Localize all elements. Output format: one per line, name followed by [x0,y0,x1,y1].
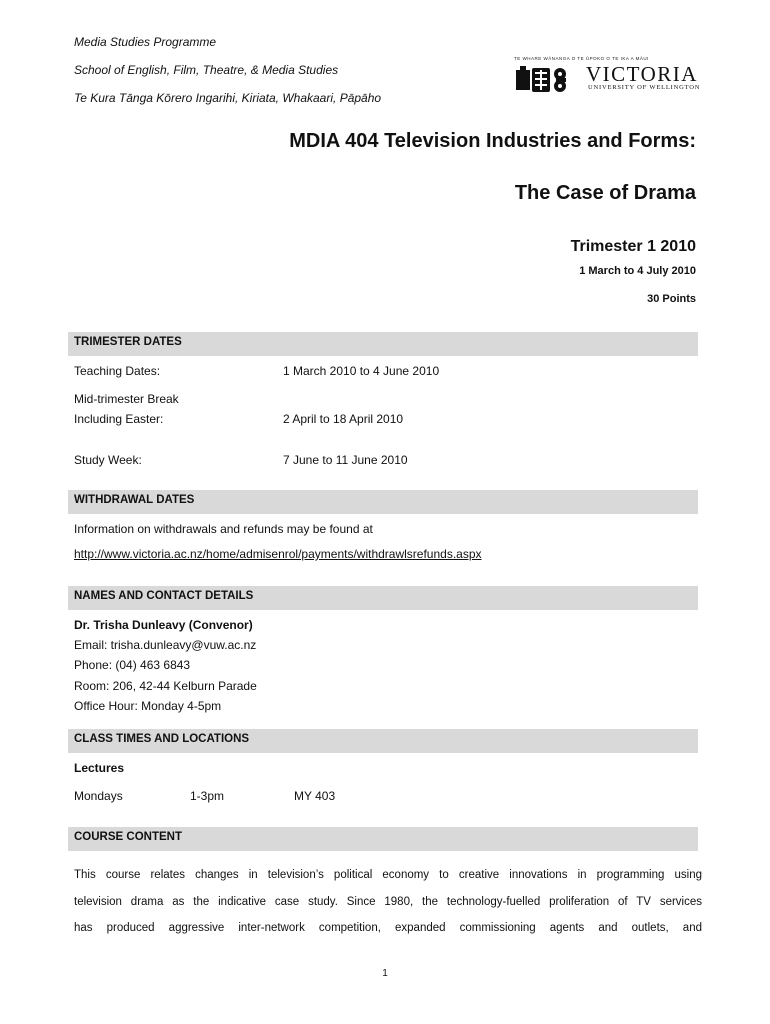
section-heading: COURSE CONTENT [74,831,182,843]
paragraph-line: television drama as the indicative case study. Since 1980, the technology-fuelled proliferation of TV services [74,895,702,908]
section-heading: CLASS TIMES AND LOCATIONS [74,733,250,745]
section-header-class-times [68,729,698,753]
section-header-trimester-dates [68,332,698,356]
school-name: School of English, Film, Theatre, & Media Studies [74,63,339,77]
school-name-maori: Te Kura Tānga Kōrero Ingarihi, Kiriata, Whakaari, Pāpāho [74,91,382,105]
teaching-dates-label: Teaching Dates: [74,364,161,378]
page-number: 1 [382,968,388,979]
course-points: 30 Points [647,293,696,305]
lecture-time: 1-3pm [190,789,225,803]
trimester-label: Trimester 1 2010 [570,238,696,255]
trimester-dates: 1 March to 4 July 2010 [579,265,696,277]
convenor-office-hour: Office Hour: Monday 4-5pm [74,699,222,713]
teaching-dates-value: 1 March 2010 to 4 June 2010 [283,364,440,378]
programme-name: Media Studies Programme [74,35,217,49]
paragraph-line: has produced aggressive inter-network competition, expanded commissioning agents and outlets, and [74,922,702,934]
course-content-paragraph [74,862,702,942]
section-heading: WITHDRAWAL DATES [74,494,195,506]
lecture-room: MY 403 [294,789,336,803]
section-heading: TRIMESTER DATES [74,336,182,348]
study-week-value: 7 June to 11 June 2010 [283,453,408,467]
withdrawal-info: Information on withdrawals and refunds may be found at [74,522,373,536]
logo-motto: TE WHARE WĀNANGA O TE ŪPOKO O TE IKA A MĀUI [514,56,649,61]
convenor-phone: Phone: (04) 463 6843 [74,658,191,672]
course-title: MDIA 404 Television Industries and Forms: [289,130,696,152]
university-logo [514,56,704,96]
crest-icon [516,64,584,94]
lectures-label: Lectures [74,761,125,775]
section-heading: NAMES AND CONTACT DETAILS [74,590,254,602]
logo-name: VICTORIA [586,62,698,86]
convenor-name: Dr. Trisha Dunleavy (Convenor) [74,618,253,632]
convenor-room: Room: 206, 42-44 Kelburn Parade [74,679,257,693]
lecture-day: Mondays [74,789,123,803]
withdrawal-link[interactable]: http://www.victoria.ac.nz/home/admisenrol/payments/withdrawlsrefunds.aspx [74,547,482,561]
break-value: 2 April to 18 April 2010 [283,412,404,426]
course-subtitle: The Case of Drama [514,182,696,204]
section-header-withdrawal-dates [68,490,698,514]
break-label-line1: Mid-trimester Break [74,392,179,406]
section-header-contact [68,586,698,610]
paragraph-line: This course relates changes in television’s political economy to creative innovations in programming using [74,869,702,881]
section-header-course-content [68,827,698,851]
logo-subtitle: UNIVERSITY OF WELLINGTON [588,84,701,91]
study-week-label: Study Week: [74,453,142,467]
convenor-email: Email: trisha.dunleavy@vuw.ac.nz [74,638,257,652]
break-label-line2: Including Easter: [74,412,164,426]
